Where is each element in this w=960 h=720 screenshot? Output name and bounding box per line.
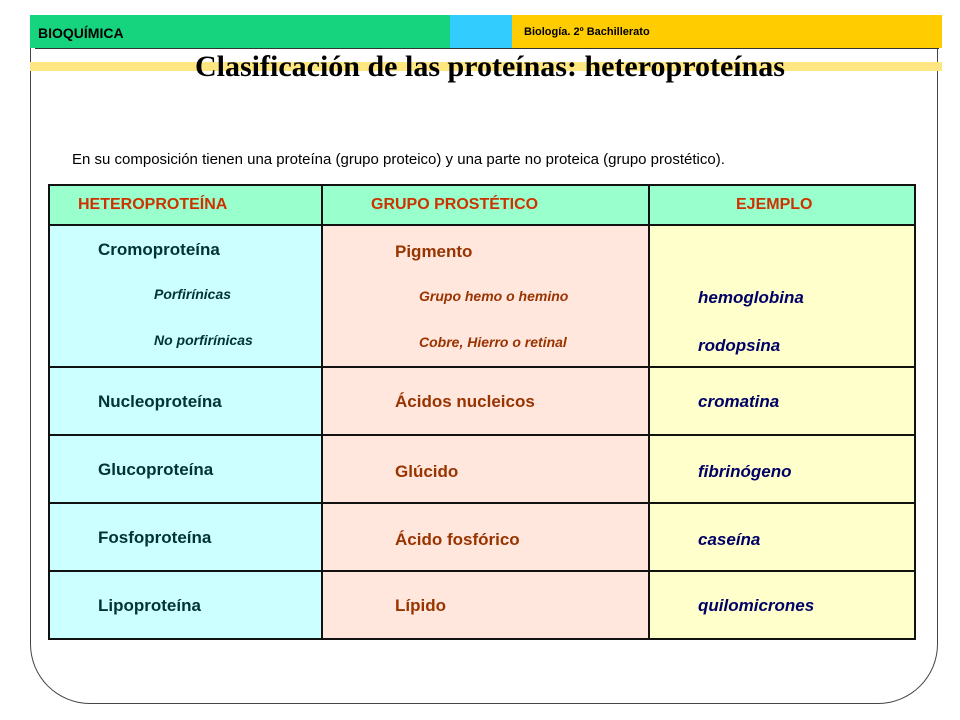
cell-grupo-prostetico [322,435,649,503]
row-name: Cromoproteína [98,240,220,259]
row-example: quilomicrones [698,596,815,615]
subtype-example: hemoglobina [698,288,804,307]
cell-heteroproteina [49,367,322,435]
cell-ejemplo [649,503,915,571]
header-course-label: Biología. 2º Bachillerato [524,26,650,38]
cell-ejemplo [649,225,915,367]
row-example: caseína [698,530,761,549]
row-name: Glucoproteína [98,460,214,479]
header-divider [35,48,939,49]
cell-ejemplo [649,367,915,435]
row-group: Ácidos nucleicos [395,392,535,411]
table-row [49,225,915,367]
header-heteroproteina: HETEROPROTEÍNA [49,185,322,225]
subtype-name: Porfirínicas [154,286,232,302]
page-title: Clasificación de las proteínas: heteroproteínas [195,50,785,83]
cell-grupo-prostetico [322,571,649,639]
cell-heteroproteina [49,503,322,571]
row-group: Pigmento [395,242,473,261]
row-name: Nucleoproteína [98,392,222,411]
row-group: Ácido fosfórico [395,530,520,549]
table-row [49,503,915,571]
subtype-name: No porfirínicas [154,332,253,348]
table-header-row [49,185,915,225]
table-row [49,571,915,639]
intro-text: En su composición tienen una proteína (grupo proteico) y una parte no proteica (grupo prostético). [72,151,725,168]
row-group: Lípido [395,596,446,615]
row-name: Lipoproteína [98,596,201,615]
header-blue-block [450,15,512,48]
header-ejemplo: EJEMPLO [649,185,915,225]
subtype-group: Grupo hemo o hemino [419,288,569,304]
cell-heteroproteina [49,435,322,503]
cell-grupo-prostetico [322,367,649,435]
header-bar [30,15,942,48]
cell-heteroproteina [49,225,322,367]
header-grupo-prostetico: GRUPO PROSTÉTICO [322,185,649,225]
cell-ejemplo [649,435,915,503]
cell-heteroproteina [49,571,322,639]
row-name: Fosfoproteína [98,528,212,547]
row-group: Glúcido [395,462,459,481]
header-subject-label: BIOQUÍMICA [38,25,124,41]
subtype-group: Cobre, Hierro o retinal [419,334,567,350]
heteroproteins-table [48,184,916,640]
table-row [49,367,915,435]
subtype-example: rodopsina [698,336,781,355]
row-example: fibrinógeno [698,462,792,481]
cell-grupo-prostetico [322,503,649,571]
cell-ejemplo [649,571,915,639]
row-example: cromatina [698,392,780,411]
cell-grupo-prostetico [322,225,649,367]
table-row [49,435,915,503]
